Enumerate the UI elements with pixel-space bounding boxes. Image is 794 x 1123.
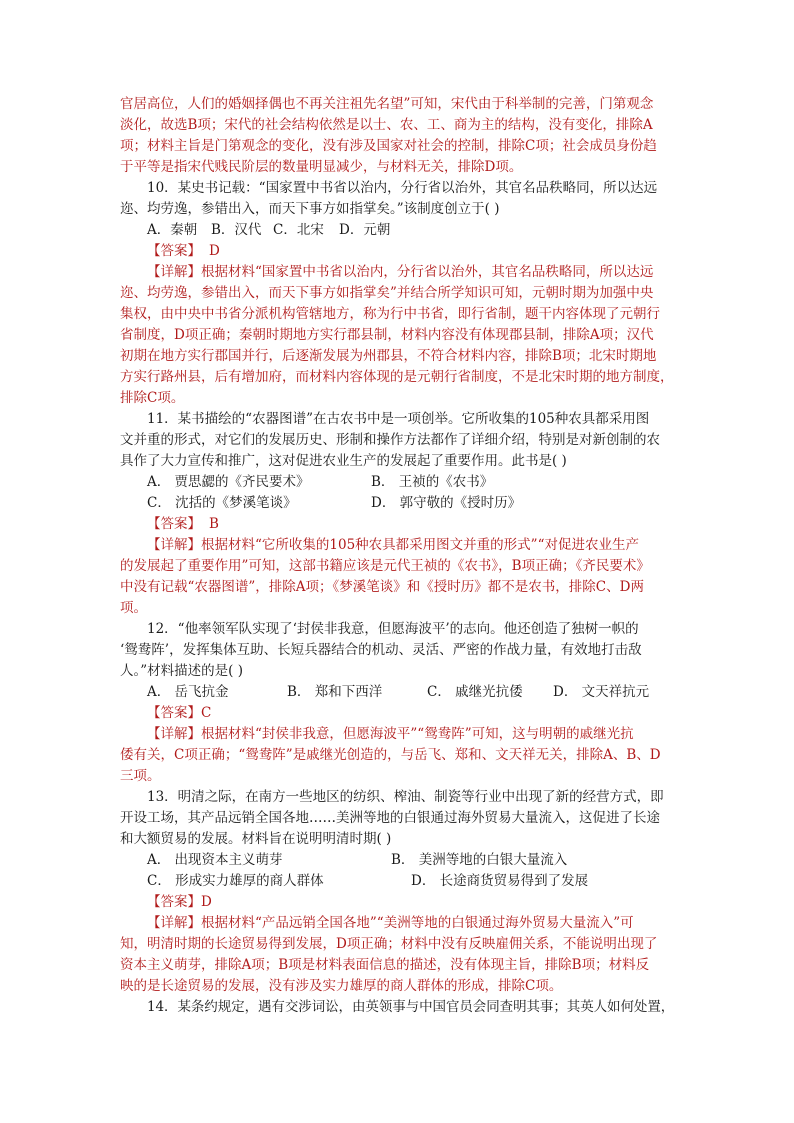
- q10-analysis-line: 迩、均劳逸，参错出入，而天下事方如指掌矣”并结合所学知识可知，元朝时期为加强中央: [120, 285, 654, 301]
- q11-option-a: A． 贾思勰的《齐民要术》: [147, 474, 310, 490]
- q13-options-row: [120, 871, 676, 892]
- q12-option-a: A． 岳飞抗金: [147, 684, 229, 700]
- intro-line: 淡化，故选B项；宋代的社会结构依然是以士、农、工、商为主的结构，没有变化，排除A: [120, 117, 653, 133]
- answer-label: 【答案】: [147, 705, 201, 721]
- q13-option-d: D． 长途商货贸易得到了发展: [411, 873, 589, 889]
- q11-options-row: [120, 493, 676, 514]
- q10-option-c: C．北宋: [273, 222, 324, 238]
- q10-answer: [120, 241, 676, 262]
- q10-analysis-line: 排除C项。: [120, 390, 185, 406]
- q10-stem-line: 10．某史书记载：“国家置中书省以治内，分行省以治外，其官名品秩略同，所以达远: [147, 180, 658, 196]
- q12-analysis-line: 三项。: [120, 768, 161, 784]
- q13-option-a: A． 出现资本主义萌芽: [147, 852, 283, 868]
- q10-analysis-line: 方实行路州县，后有增加府，而材料内容体现的是元朝行省制度，不是北宋时期的地方制度，: [120, 369, 674, 385]
- answer-label: 【答案】: [147, 243, 201, 259]
- q11-option-c: C． 沈括的《梦溪笔谈》: [147, 495, 297, 511]
- answer-label: 【答案】: [147, 516, 201, 532]
- q11-stem-line: 具作了大力宣传和推广，这对促进农业生产的发展起了重要作用。此书是( ): [120, 453, 567, 469]
- q10-option-d: D．元朝: [339, 222, 391, 238]
- q13-stem-line: 13．明清之际，在南方一些地区的纺织、榨油、制瓷等行业中出现了新的经营方式，即: [147, 789, 664, 805]
- q10-analysis-line: 初期在地方实行郡国并行，后逐渐发展为州郡县，不符合材料内容，排除B项；北宋时期地: [120, 348, 657, 364]
- q10-analysis-line: 集权，由中央中书省分派机构管辖地方，称为行中书省，即行省制，题干内容体现了元朝行: [120, 306, 660, 322]
- document-body: [120, 94, 676, 1018]
- q13-stem-line: 开设工场，其产品远销全国各地……美洲等地的白银通过海外贸易大量流入，这促进了长途: [120, 810, 660, 826]
- q11-options-row: [120, 472, 676, 493]
- answer-value: D: [209, 243, 220, 259]
- q10-analysis-line: 【详解】根据材料“国家置中书省以治内，分行省以治外，其官名品秩略同，所以达远: [147, 264, 654, 280]
- q12-option-c: C． 戚继光抗倭: [427, 684, 523, 700]
- answer-value: B: [209, 516, 219, 532]
- q11-analysis-line: 【详解】根据材料“它所收集的105种农具都采用图文并重的形式”“对促进农业生产: [147, 537, 639, 553]
- q13-option-b: B． 美洲等地的白银大量流入: [391, 852, 568, 868]
- q12-stem-line: 人。”材料描述的是( ): [120, 663, 243, 679]
- q11-answer: [120, 514, 676, 535]
- q10-option-a: A．秦朝: [147, 222, 198, 238]
- q14-stem-line: 14．某条约规定，遇有交涉词讼，由英领事与中国官员会同查明其事；其英人如何处置，: [147, 999, 675, 1015]
- q13-option-c: C． 形成实力雄厚的商人群体: [147, 873, 324, 889]
- q10-option-b: B．汉代: [211, 222, 262, 238]
- answer-value: D: [201, 894, 212, 910]
- q12-stem-line: 12．“他率领军队实现了‘封侯非我意，但愿海波平’的志向。他还创造了独树一帜的: [147, 621, 639, 637]
- q10-stem-line: 迩、均劳逸，参错出入，而天下事方如指掌矣。”该制度创立于( ): [120, 201, 500, 217]
- q12-analysis-line: 【详解】根据材料“封侯非我意，但愿海波平”“鸳鸯阵”可知，这与明朝的戚继光抗: [147, 726, 634, 742]
- q13-analysis-line: 【详解】根据材料“产品远销全国各地”“美洲等地的白银通过海外贸易大量流入”可: [147, 915, 634, 931]
- q12-option-b: B． 郑和下西洋: [287, 684, 383, 700]
- q11-option-d: D． 郭守敬的《授时历》: [371, 495, 522, 511]
- q13-analysis-line: 知，明清时期的长途贸易得到发展，D项正确；材料中没有反映雇佣关系，不能说明出现了: [120, 936, 658, 952]
- q11-analysis-line: 的发展起了重要作用”可知，这部书籍应该是元代王祯的《农书》，B项正确；《齐民要术》: [120, 558, 650, 574]
- q11-stem-line: 11．某书描绘的“农器图谱”在古农书中是一项创举。它所收集的105种农具都采用图: [147, 411, 650, 427]
- answer-value: C: [201, 705, 212, 721]
- q11-analysis-line: 项。: [120, 600, 147, 616]
- intro-line: 项；材料主旨是门第观念的变化，没有涉及国家对社会的控制，排除C项；社会成员身份趋: [120, 138, 657, 154]
- q10-analysis-line: 省制度，D项正确；秦朝时期地方实行郡县制，材料内容没有体现郡县制，排除A项；汉代: [120, 327, 654, 343]
- q12-stem-line: ‘鸳鸯阵’，发挥集体互助、长短兵器结合的机动、灵活、严密的作战力量，有效地打击敌: [120, 642, 642, 658]
- answer-label: 【答案】: [147, 894, 201, 910]
- q13-answer: [120, 892, 676, 913]
- q12-analysis-line: 倭有关，C项正确；“鸳鸯阵”是戚继光创造的，与岳飞、郑和、文天祥无关，排除A、B、D: [120, 747, 661, 763]
- q10-options: [120, 220, 676, 241]
- q12-answer: [120, 703, 676, 724]
- q13-analysis-line: 映的是长途贸易的发展，没有涉及实力雄厚的商人群体的形成，排除C项。: [120, 978, 563, 994]
- q11-option-b: B． 王祯的《农书》: [371, 474, 494, 490]
- intro-line: 官居高位，人们的婚姻择偶也不再关注祖先名望”可知，宋代由于科举制的完善，门第观念: [120, 96, 654, 112]
- q13-stem-line: 和大额贸易的发展。材料旨在说明明清时期( ): [120, 831, 392, 847]
- q11-analysis-line: 中没有记载“农器图谱”，排除A项；《梦溪笔谈》和《授时历》都不是农书，排除C、D两: [120, 579, 644, 595]
- intro-line: 于平等是指宋代贱民阶层的数量明显减少，与材料无关，排除D项。: [120, 159, 523, 175]
- q12-option-d: D． 文天祥抗元: [553, 684, 650, 700]
- q11-stem-line: 文并重的形式，对它们的发展历史、形制和操作方法都作了详细介绍，特别是对新创制的农: [120, 432, 660, 448]
- q13-analysis-line: 资本主义萌芽，排除A项；B项是材料表面信息的描述，没有体现主旨，排除B项；材料反: [120, 957, 650, 973]
- q13-options-row: [120, 850, 676, 871]
- q12-options: [120, 682, 676, 703]
